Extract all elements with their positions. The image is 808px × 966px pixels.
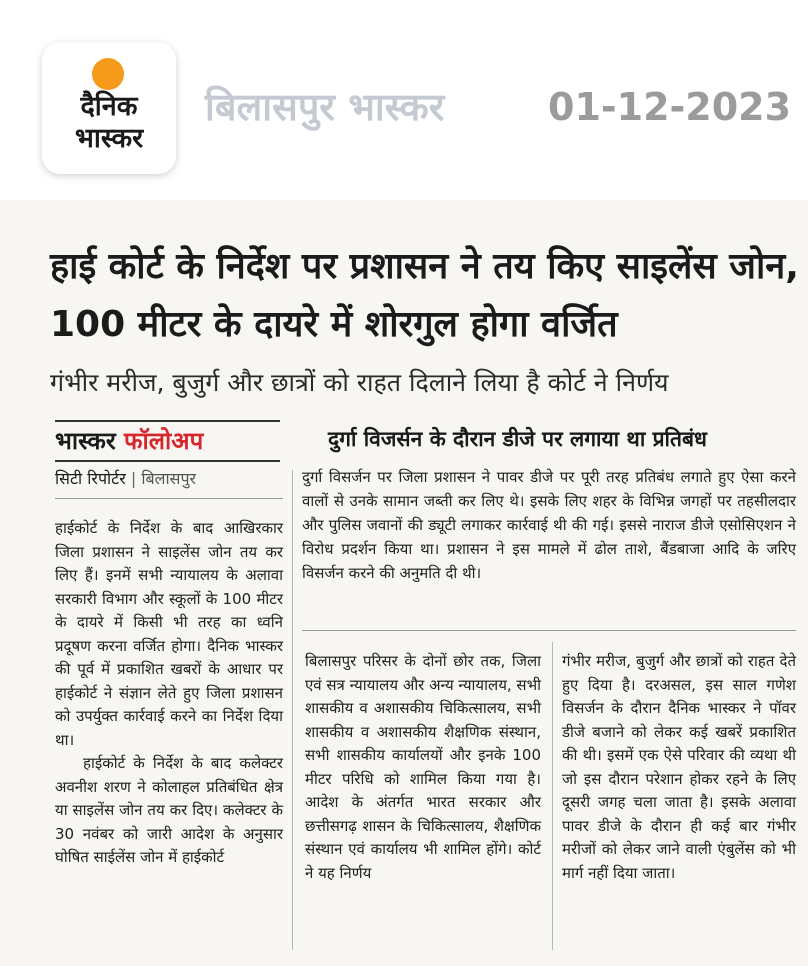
logo-text-dainik: दैनिक	[80, 91, 138, 122]
byline-city: बिलासपुर	[141, 469, 197, 488]
column-divider-2	[552, 642, 553, 950]
byline-rule	[55, 498, 283, 499]
byline-reporter: सिटी रिपोर्टर	[55, 469, 126, 488]
logo-text-bhaskar: भास्कर	[74, 123, 144, 154]
followup-bhaskar: भास्कर	[55, 427, 116, 455]
column-1-paragraph-1: हाईकोर्ट के निर्देश के बाद आखिरकार जिला प्रशासन ने साइलेंस जोन तय कर लिए हैं। इनमें सभी न्यायालय के अलावा सरकारी विभाग और स्कूलों के 100 मीटर के दायरे में किसी भी तरह का ध्वनि प्रदूषण करना वर्जित होगा। दैनिक भास्कर की पूर्व में प्रकाशित खबरों के आधार पर हाईकोर्ट ने संज्ञान लेते हुए जिला प्रशासन को उपर्युक्त कार्रवाई करने का निर्देश दिया था।	[55, 519, 283, 749]
followup-word: फॉलोअप	[124, 427, 204, 455]
column-2	[305, 650, 541, 885]
column-3-paragraph: गंभीर मरीज, बुजुर्ग और छात्रों को राहत देते हुए दिया है। दरअसल, इस साल गणेश विसर्जन के दौरान दैनिक भास्कर ने पॉवर डीजे बजाने को लेकर कई खबरें प्रकाशित की थी। इसमें एक ऐसे परिवार की व्यथा थी जो इस दौरान परेशान होकर रहने के लिए दूसरी जगह चला जाता है। इसके अलावा पावर डीजे के दौरान ही कई बार गंभीर मरीजों को लेकर जाने वाली एंबुलेंस को भी मार्ग नहीं दिया जाता।	[562, 652, 796, 882]
column-2-paragraph: बिलासपुर परिसर के दोनों छोर तक, जिला एवं सत्र न्यायालय और अन्य न्यायालय, सभी शासकीय व अशासकीय चिकित्सालय, सभी शासकीय व अशासकीय शैक्षणिक संस्थान, सभी शासकीय कार्यालयों और इनके 100 मीटर परिधि को शामिल किया गया है। आदेश के अंतर्गत भारत सरकार और छत्तीसगढ़ शासन के चिकित्सालय, शैक्षणिक संस्थान एवं कार्यालय भी शामिल होंगे। कोर्ट ने यह निर्णय	[305, 652, 541, 882]
sidebar-paragraph: दुर्गा विसर्जन पर जिला प्रशासन ने पावर डीजे पर पूरी तरह प्रतिबंध लगाते हुए ऐसा करने वालों से उनके सामान जब्ती कर लिए थे। इसके लिए शहर के विभिन्न जगहों पर तहसीलदार और पुलिस जवानों की ड्यूटी लगाकर कार्रवाई थी की गई। इससे नाराज डीजे एसोसिएशन ने विरोध प्रदर्शन किया था। प्रशासन ने इस मामले में ढोल ताशे, बैंडबाजा आदि के जरिए विसर्जन करने की अनुमति दी थी।	[302, 468, 796, 582]
article-subheadline: गंभीर मरीज, बुजुर्ग और छात्रों को राहत दिलाने लिया है कोर्ट ने निर्णय	[50, 368, 669, 397]
article-headline: हाई कोर्ट के निर्देश पर प्रशासन ने तय किए साइलेंस जोन, 100 मीटर के दायरे में शोरगुल होगा वर्जित	[50, 246, 799, 345]
sidebar-divider	[302, 630, 796, 631]
sidebar-heading: दुर्गा विजर्सन के दौरान डीजे पर लगाया था प्रतिबंध	[328, 427, 707, 451]
sun-icon	[92, 58, 124, 90]
followup-label	[55, 420, 280, 462]
sidebar-body	[302, 465, 796, 585]
edition-name: बिलासपुर भास्कर	[205, 85, 445, 129]
edition-date: 01-12-2023	[548, 85, 792, 129]
column-3	[562, 650, 796, 885]
column-1-paragraph-2: हाईकोर्ट के निर्देश के बाद कलेक्टर अवनीश शरण ने कोलाहल प्रतिबंधित क्षेत्र या साइलेंस जोन तय कर दिए। कलेक्टर के 30 नवंबर को जारी आदेश के अनुसार घोषित साईलेंस जोन में हाईकोर्ट	[55, 754, 283, 866]
dainik-bhaskar-logo[interactable]	[42, 42, 176, 174]
byline	[55, 468, 283, 490]
byline-separator: |	[130, 469, 137, 488]
app-header	[0, 0, 808, 200]
column-divider-1	[292, 470, 293, 950]
column-1	[55, 517, 283, 870]
